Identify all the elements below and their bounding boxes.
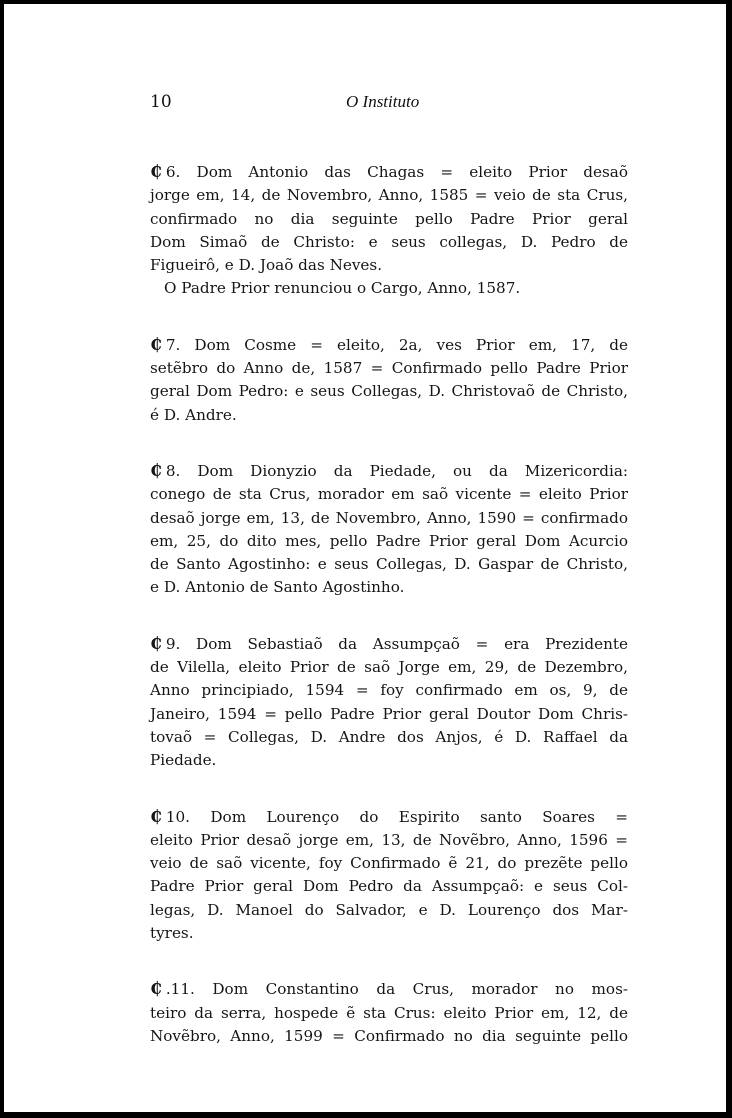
entry-line: teiro da serra, hospede ẽ sta Crus: eleito Prior em, 12, de xyxy=(150,1003,628,1022)
entry-6 xyxy=(150,161,628,301)
entry-11 xyxy=(150,978,628,1048)
entry-line: eleito Prior desaõ jorge em, 13, de Novẽbro, Anno, 1596 = xyxy=(150,830,628,849)
entry-10 xyxy=(150,806,628,946)
entry-line: legas, D. Manoel do Salvador, e D. Lourenço dos Mar- xyxy=(150,900,628,919)
entry-line: é D. Andre. xyxy=(150,405,237,424)
pilcrow-icon: ₵ xyxy=(150,162,162,182)
entry-line: 6. Dom Antonio das Chagas = eleito Prior desaõ xyxy=(165,163,628,181)
running-title: O Instituto xyxy=(346,92,420,111)
entry-line: Anno principiado, 1594 = foy confirmado em os, 9, de xyxy=(150,681,628,700)
page-number: 10 xyxy=(150,92,172,112)
entry-line: de Santo Agostinho: e seus Collegas, D. Gaspar de Christo, xyxy=(150,555,628,574)
entry-line: Figueirô, e D. Joaõ das Neves. xyxy=(150,256,383,275)
entry-line: confirmado no dia seguinte pello Padre Prior geral xyxy=(150,209,628,228)
entry-line: geral Dom Pedro: e seus Collegas, D. Christovaõ de Christo, xyxy=(150,382,628,401)
entry-note: O Padre Prior renunciou o Cargo, Anno, 1587. xyxy=(164,279,521,298)
entry-line: em, 25, do dito mes, pello Padre Prior geral Dom Acurcio xyxy=(150,531,628,550)
entry-line: Padre Prior geral Dom Pedro da Assumpçaõ: e seus Col- xyxy=(150,877,628,896)
entry-line: jorge em, 14, de Novembro, Anno, 1585 = veio de sta Crus, xyxy=(150,186,628,205)
entry-line: Dom Simaõ de Christo: e seus collegas, D. Pedro de xyxy=(150,232,628,251)
entry-8 xyxy=(150,460,628,600)
pilcrow-icon: ₵ xyxy=(150,334,162,355)
entry-line: tovaõ = Collegas, D. Andre dos Anjos, é D. Raffael da xyxy=(150,727,628,746)
page-header xyxy=(4,92,726,118)
entry-line: desaõ jorge em, 13, de Novembro, Anno, 1590 = confirmado xyxy=(150,508,628,527)
entry-line: Piedade. xyxy=(150,751,217,770)
entry-line: 7. Dom Cosme = eleito, 2a, ves Prior em, 17, de xyxy=(165,335,628,354)
pilcrow-icon: ₵ xyxy=(150,633,162,654)
body-text xyxy=(150,161,628,1081)
pilcrow-icon: ₵ xyxy=(150,460,162,481)
entry-line: tyres. xyxy=(150,924,194,943)
entry-line: 10. Dom Lourenço do Espirito santo Soares = xyxy=(165,807,628,826)
entry-line: e D. Antonio de Santo Agostinho. xyxy=(150,578,405,597)
entry-line: 9. Dom Sebastiaõ da Assumpçaõ = era Prezidente xyxy=(165,634,628,653)
pilcrow-icon: ₵ xyxy=(150,806,162,827)
entry-9 xyxy=(150,633,628,773)
entry-line: .11. Dom Constantino da Crus, morador no mos- xyxy=(165,980,628,999)
entry-line: 8. Dom Dionyzio da Piedade, ou da Mizericordia: xyxy=(165,461,628,480)
entry-line: de Vilella, eleito Prior de saõ Jorge em, 29, de Dezembro, xyxy=(150,658,628,677)
entry-line: setẽbro do Anno de, 1587 = Confirmado pello Padre Prior xyxy=(150,359,628,378)
entry-line: Janeiro, 1594 = pello Padre Prior geral Doutor Dom Chris- xyxy=(150,704,628,723)
entry-line: conego de sta Crus, morador em saõ vicente = eleito Prior xyxy=(150,485,628,504)
entry-line: Novẽbro, Anno, 1599 = Confirmado no dia seguinte pello xyxy=(150,1026,628,1045)
pilcrow-icon: ₵ xyxy=(150,979,162,1000)
entry-line: veio de saõ vicente, foy Confirmado ẽ 21, do prezẽte pello xyxy=(150,854,628,873)
entry-7 xyxy=(150,334,628,427)
